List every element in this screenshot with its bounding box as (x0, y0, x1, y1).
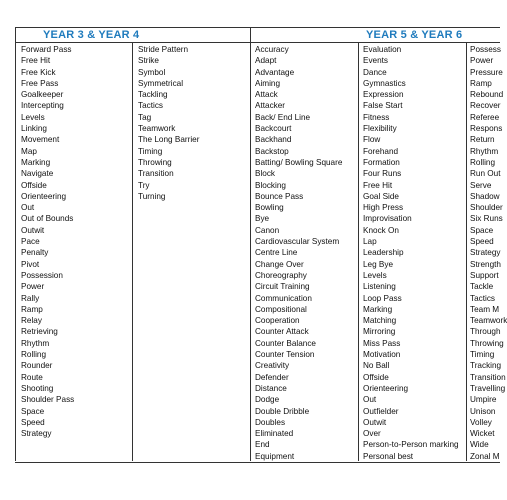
vocabulary-term: Orienteering (21, 191, 67, 201)
vocabulary-term: No Ball (363, 361, 390, 371)
vocabulary-term: Rolling (21, 350, 47, 360)
vocabulary-term: Circuit Training (255, 282, 310, 292)
vocabulary-term: Support (470, 270, 499, 280)
vocabulary-term: Stride Pattern (138, 45, 189, 54)
vocabulary-term: Penalty (21, 248, 49, 258)
vocabulary-term: Free Kick (21, 67, 56, 77)
vocabulary-term: Four Runs (363, 169, 402, 179)
vocabulary-term: Evaluation (363, 45, 402, 54)
vocabulary-term: Advantage (255, 67, 295, 77)
vocabulary-term: Return (470, 135, 495, 145)
vocabulary-term: Shadow (470, 191, 500, 201)
vocabulary-term: Respons (470, 124, 503, 134)
vocabulary-term: Events (363, 56, 389, 66)
vocabulary-term: Zonal M (470, 451, 500, 461)
year-3-4-heading: YEAR 3 & YEAR 4 (43, 29, 140, 41)
vocabulary-term: Wicket (470, 429, 495, 439)
vocabulary-term: Possess (470, 45, 501, 54)
vocabulary-term: Run Out (470, 169, 501, 179)
vocabulary-term: Counter Balance (255, 338, 316, 348)
vocabulary-term: Creativity (255, 361, 290, 371)
vocabulary-term: Rolling (470, 157, 496, 167)
vocabulary-term: Backhand (255, 135, 292, 145)
vocabulary-term: Space (21, 406, 45, 416)
vocabulary-term: Throwing (470, 338, 504, 348)
section-divider (250, 27, 251, 461)
vocabulary-term: Canon (255, 225, 280, 235)
vocabulary-term: Tactics (470, 293, 496, 303)
vocabulary-term: Pace (21, 237, 40, 247)
vocabulary-term: Improvisation (363, 214, 412, 224)
vocabulary-term: Shoulder Pass (21, 395, 75, 405)
vocabulary-term: Backstop (255, 146, 289, 156)
vocabulary-term: Speed (21, 417, 45, 427)
vocabulary-term: Bowling (255, 203, 284, 213)
vocabulary-term: Rebound (470, 90, 504, 100)
vocabulary-term: Flow (363, 135, 381, 145)
vocabulary-term: Gymnastics (363, 78, 406, 88)
vocabulary-term: Space (470, 225, 494, 235)
vocabulary-term: Power (470, 56, 494, 66)
vocabulary-term: Rhythm (21, 338, 50, 348)
vocabulary-term: Serve (470, 180, 492, 190)
vocabulary-term: Listening (363, 282, 396, 292)
vocabulary-term: Offside (363, 372, 389, 382)
vocabulary-term: Outwit (21, 225, 45, 235)
vocabulary-term: Map (21, 146, 37, 156)
vocabulary-term: Batting/ Bowling Square (255, 157, 343, 167)
vocabulary-term: Speed (470, 237, 494, 247)
column-divider (466, 42, 467, 461)
vocabulary-term: Volley (470, 417, 492, 427)
vocabulary-term: Tag (138, 112, 152, 122)
vocabulary-term: Motivation (363, 350, 401, 360)
year-5-6-column-2 (363, 44, 459, 462)
vocabulary-term: Team M (470, 304, 500, 314)
vocabulary-term: Offside (21, 180, 47, 190)
vocabulary-term: Travelling (470, 383, 506, 393)
vocabulary-term: Symbol (138, 67, 166, 77)
vocabulary-term: Relay (21, 316, 42, 326)
vocabulary-term: Back/ End Line (255, 112, 311, 122)
vocabulary-term: Pivot (21, 259, 40, 269)
vocabulary-term: Attacker (255, 101, 286, 111)
vocabulary-term: Choreography (255, 270, 307, 280)
vocabulary-term: Levels (21, 112, 45, 122)
vocabulary-term: The Long Barrier (138, 135, 200, 145)
vocabulary-term: Ramp (21, 304, 43, 314)
vocabulary-term: Unison (470, 406, 496, 416)
vocabulary-term: Compositional (255, 304, 307, 314)
vocabulary-term: Forehand (363, 146, 399, 156)
column-divider (358, 42, 359, 461)
vocabulary-term: Strategy (21, 429, 52, 439)
vocabulary-term: Equipment (255, 451, 295, 461)
vocabulary-term: Lap (363, 237, 377, 247)
vocabulary-term: Forward Pass (21, 45, 72, 54)
vocabulary-term: Loop Pass (363, 293, 402, 303)
vocabulary-term: Dodge (255, 395, 280, 405)
vocabulary-term: Distance (255, 383, 287, 393)
vocabulary-term: Out (21, 203, 35, 213)
vocabulary-term: Symmetrical (138, 78, 184, 88)
vocabulary-term: Marking (363, 304, 393, 314)
year-3-4-column-1 (21, 44, 74, 439)
vocabulary-term: Marking (21, 157, 51, 167)
vocabulary-term: Route (21, 372, 43, 382)
vocabulary-term: Recover (470, 101, 501, 111)
vocabulary-term: Person-to-Person marking (363, 440, 459, 450)
vocabulary-term: Outwit (363, 417, 387, 427)
year-5-6-heading: YEAR 5 & YEAR 6 (366, 29, 463, 41)
vocabulary-term: Leg Bye (363, 259, 394, 269)
vocabulary-term: Tracking (470, 361, 502, 371)
vocabulary-term: Six Runs (470, 214, 503, 224)
vocabulary-term: Pressure (470, 67, 503, 77)
vocabulary-term: Defender (255, 372, 289, 382)
vocabulary-term: Leadership (363, 248, 404, 258)
vocabulary-term: Transition (470, 372, 506, 382)
vocabulary-term: Throwing (138, 157, 172, 167)
vocabulary-term: Strategy (470, 248, 501, 258)
vocabulary-term: Expression (363, 90, 404, 100)
vocabulary-term: Dance (363, 67, 387, 77)
vocabulary-term: Eliminated (255, 429, 294, 439)
vocabulary-term: Shooting (21, 383, 54, 393)
vocabulary-term: End (255, 440, 270, 450)
vocabulary-term: Through (470, 327, 501, 337)
vocabulary-term: Rally (21, 293, 40, 303)
vocabulary-term: Counter Attack (255, 327, 309, 337)
vocabulary-term: Turning (138, 191, 166, 201)
vocabulary-term: Blocking (255, 180, 286, 190)
vocabulary-term: Linking (21, 124, 47, 134)
vocabulary-term: Flexibility (363, 124, 397, 134)
vocabulary-term: Matching (363, 316, 397, 326)
vocabulary-term: High Press (363, 203, 404, 213)
vocabulary-term: Mirroring (363, 327, 396, 337)
vocabulary-term: Bye (255, 214, 270, 224)
vocabulary-term: Free Pass (21, 78, 59, 88)
vocabulary-term: Referee (470, 112, 500, 122)
vocabulary-term: Rhythm (470, 146, 499, 156)
vocabulary-term: Accuracy (255, 45, 289, 54)
vocabulary-term: Out (363, 395, 377, 405)
vocabulary-term: Goalkeeper (21, 90, 64, 100)
vocabulary-term: Aiming (255, 78, 281, 88)
vocabulary-term: Cardiovascular System (255, 237, 340, 247)
vocabulary-term: Free Hit (21, 56, 51, 66)
year-3-4-column-2 (138, 44, 199, 202)
header-divider (15, 42, 500, 43)
vocabulary-term: Formation (363, 157, 400, 167)
vocabulary-term: Transition (138, 169, 174, 179)
vocabulary-term: Timing (470, 350, 495, 360)
vocabulary-term: Adapt (255, 56, 277, 66)
vocabulary-term: Teamwork (470, 316, 507, 326)
vocabulary-term: Strength (470, 259, 501, 269)
vocabulary-term: Change Over (255, 259, 304, 269)
vocabulary-term: Navigate (21, 169, 54, 179)
year-5-6-column-3 (470, 44, 507, 462)
vocabulary-term: Out of Bounds (21, 214, 74, 224)
vocabulary-term: Teamwork (138, 124, 176, 134)
vocabulary-term: Intercepting (21, 101, 64, 111)
vocabulary-term: Power (21, 282, 45, 292)
vocabulary-term: Shoulder (470, 203, 503, 213)
vocabulary-term: Possession (21, 270, 63, 280)
vocabulary-term: Timing (138, 146, 163, 156)
vocabulary-term: Movement (21, 135, 60, 145)
vocabulary-term: Rounder (21, 361, 53, 371)
vocabulary-term: Attack (255, 90, 278, 100)
vocabulary-term: Personal best (363, 451, 414, 461)
vocabulary-term: Levels (363, 270, 387, 280)
vocabulary-term: Tackling (138, 90, 168, 100)
vocabulary-term: Double Dribble (255, 406, 310, 416)
vocabulary-term: Backcourt (255, 124, 292, 134)
vocabulary-term: Tactics (138, 101, 164, 111)
vocabulary-term: Over (363, 429, 381, 439)
vocabulary-term: Wide (470, 440, 489, 450)
vocabulary-term: Counter Tension (255, 350, 315, 360)
vocabulary-term: Cooperation (255, 316, 300, 326)
vocabulary-term: Strike (138, 56, 159, 66)
vocabulary-term: Umpire (470, 395, 497, 405)
vocabulary-term: Outfielder (363, 406, 399, 416)
table-left-border (15, 27, 16, 461)
vocabulary-term: Free Hit (363, 180, 393, 190)
column-divider (132, 42, 133, 461)
vocabulary-term: Goal Side (363, 191, 399, 201)
vocabulary-term: Centre Line (255, 248, 298, 258)
vocabulary-term: Tackle (470, 282, 494, 292)
vocabulary-term: Try (138, 180, 150, 190)
vocabulary-term: Block (255, 169, 276, 179)
vocabulary-term: Ramp (470, 78, 492, 88)
vocabulary-term: Retrieving (21, 327, 58, 337)
vocabulary-term: False Start (363, 101, 403, 111)
vocabulary-term: Communication (255, 293, 312, 303)
vocabulary-term: Orienteering (363, 383, 409, 393)
vocabulary-term: Fitness (363, 112, 390, 122)
vocabulary-term: Doubles (255, 417, 286, 427)
vocabulary-term: Knock On (363, 225, 399, 235)
year-5-6-column-1 (255, 44, 342, 462)
vocabulary-term: Miss Pass (363, 338, 401, 348)
vocabulary-term: Bounce Pass (255, 191, 304, 201)
